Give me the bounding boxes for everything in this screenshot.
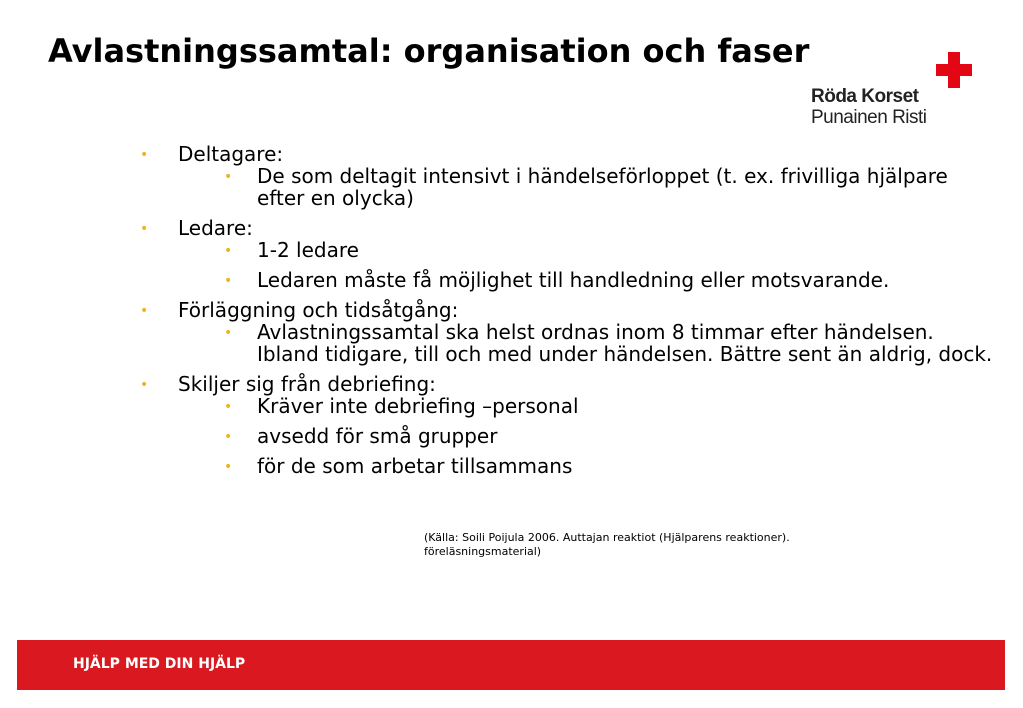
sub-bullet-text: för de som arbetar tillsammans bbox=[257, 454, 573, 478]
sub-bullet-text: Avlastningssamtal ska helst ordnas inom 8 timmar efter händelsen. Ibland tidigare, till och med under händelsen. Bättre sent än aldrig, dock. bbox=[257, 320, 993, 366]
source-citation: (Källa: Soili Poijula 2006. Auttajan reaktiot (Hjälparens reaktioner). föreläsningsmaterial) bbox=[424, 531, 790, 558]
sub-bullet-text: Ledaren måste få möjlighet till handledning eller motsvarande. bbox=[257, 268, 890, 292]
bullet-section bbox=[140, 373, 1000, 477]
bullet-icon: • bbox=[224, 325, 233, 341]
sub-bullet-item bbox=[178, 425, 1000, 447]
sub-bullet-item bbox=[178, 165, 1000, 209]
sub-bullet-text: Kräver inte debriefing –personal bbox=[257, 394, 579, 418]
bullet-icon: • bbox=[140, 221, 149, 237]
bullet-icon: • bbox=[224, 399, 233, 415]
bullet-content bbox=[140, 143, 1000, 477]
sub-bullet-item bbox=[178, 395, 1000, 417]
section-label: Skiljer sig från debriefing: bbox=[178, 372, 436, 396]
bullet-icon: • bbox=[140, 147, 149, 163]
sub-bullet-item bbox=[178, 269, 1000, 291]
bullet-icon: • bbox=[140, 303, 149, 319]
bullet-icon: • bbox=[140, 377, 149, 393]
footer-bar bbox=[17, 640, 1005, 690]
section-label: Förläggning och tidsåtgång: bbox=[178, 298, 459, 322]
sub-bullet-list bbox=[178, 165, 1000, 209]
logo-text-swedish: Röda Korset bbox=[811, 86, 919, 107]
bullet-list bbox=[140, 143, 1000, 477]
sub-bullet-text: De som deltagit intensivt i händelseförloppet (t. ex. frivilliga hjälpare efter en olycka) bbox=[257, 164, 948, 210]
sub-bullet-item bbox=[178, 455, 1000, 477]
sub-bullet-list bbox=[178, 239, 1000, 291]
red-cross-icon bbox=[936, 52, 972, 88]
sub-bullet-text: 1-2 ledare bbox=[257, 238, 359, 262]
bullet-section bbox=[140, 217, 1000, 291]
bullet-icon: • bbox=[224, 273, 233, 289]
slide-title: Avlastningssamtal: organisation och faser bbox=[48, 32, 810, 70]
section-label: Deltagare: bbox=[178, 142, 284, 166]
section-label: Ledare: bbox=[178, 216, 253, 240]
logo-text-finnish: Punainen Risti bbox=[811, 107, 927, 128]
bullet-icon: • bbox=[224, 169, 233, 185]
sub-bullet-text: avsedd för små grupper bbox=[257, 424, 498, 448]
bullet-icon: • bbox=[224, 459, 233, 475]
footer-slogan: HJÄLP MED DIN HJÄLP bbox=[73, 656, 246, 672]
bullet-section bbox=[140, 299, 1000, 365]
sub-bullet-list bbox=[178, 321, 1000, 365]
sub-bullet-list bbox=[178, 395, 1000, 477]
sub-bullet-item bbox=[178, 321, 1000, 365]
bullet-icon: • bbox=[224, 243, 233, 259]
sub-bullet-item bbox=[178, 239, 1000, 261]
bullet-section bbox=[140, 143, 1000, 209]
bullet-icon: • bbox=[224, 429, 233, 445]
red-cross-logo bbox=[808, 52, 988, 132]
